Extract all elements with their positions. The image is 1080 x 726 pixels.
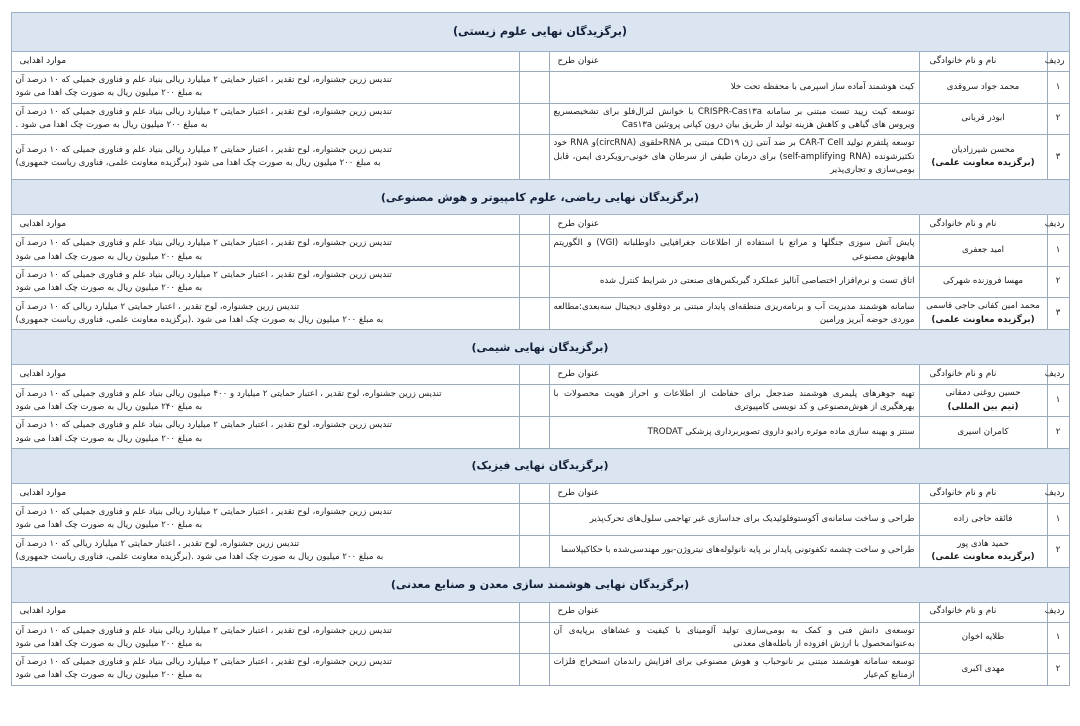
award-line: تندیس زرین جشنواره، لوح تقدیر ، اعتبار حمایتی ۲ میلیارد و ۴۰۰ میلیون ریالی بنیاد علم و فناوری جمیلی که ۱۰ درصد آن: [15, 388, 442, 399]
award-line: به مبلغ ۲۰۰ میلیون ریال به صورت چک اهدا می شود: [15, 88, 203, 99]
project-title-line: محصول با ارزش افزوده از باطله‌های معدنی: [733, 638, 891, 649]
winner-name-note: (برگزیده معاونت علمی): [931, 158, 1035, 169]
section-heading: (برگزیدگان نهایی هوشمند سازی معدن و صنایع معدنی): [11, 567, 1069, 602]
award-items-cell: [11, 298, 519, 330]
project-title-cell: [549, 654, 919, 686]
award-line: تندیس زرین جشنواره، لوح تقدیر ، اعتبار حمایتی ۲ میلیارد ریالی که ۱۰ درصد آن: [15, 538, 300, 549]
table-row: [11, 266, 1069, 298]
winner-name: حمید هادی پور: [957, 538, 1009, 549]
award-line: تندیس زرین جشنواره، لوح تقدیر ، اعتبار حمایتی ۲ میلیارد ریالی بنیاد علم و فناوری جمیلی که ۱۰ درصد آن: [15, 506, 392, 517]
award-items-cell: [11, 72, 519, 104]
winner-name-cell: [919, 298, 1047, 330]
award-line: به مبلغ ۲۰۰ میلیون ریال به صورت چک اهدا می شود .(برگزیده معاونت علمی، فناوری ریاست جمهوری): [15, 314, 384, 325]
table-row: [11, 654, 1069, 686]
project-title-line: تهیه جوهرهای پلیمری هوشمند ضدجعل برای حفاظت از اطلاعات و احراز هویت محصولات با بهره: [553, 388, 915, 412]
project-title-line: منابع کم‌عیار: [864, 670, 908, 681]
winner-name: محسن شیرزادیان: [951, 144, 1015, 155]
row-number: ۱: [1047, 72, 1069, 104]
section-heading: (برگزیدگان نهایی علوم زیستی): [11, 13, 1069, 52]
project-title-line: سریع ویروس های گیاهی و کاهش هزینه تولید از طریق بیان درون کپانی پروتئین Cas۱۳a: [553, 106, 915, 130]
project-title-cell: [549, 535, 919, 567]
spacer-cell: [519, 103, 549, 135]
column-header-row: [11, 483, 1069, 503]
column-header-radif: ردیف: [1047, 483, 1069, 503]
project-title-line: رویکردی ایمن، قابل بومی‌سازی و تجاری‌پذیر: [553, 151, 915, 175]
winner-name-cell: [919, 266, 1047, 298]
column-header-spacer: [519, 52, 549, 72]
project-title-line: توسعه سامانه هوشمند مبتنی بر نانوحباب و هوش مصنوعی برای افزایش راندمان استخراج فلزات از: [553, 657, 915, 681]
row-number: ۲: [1047, 266, 1069, 298]
project-title-cell: [549, 103, 919, 135]
spacer-cell: [519, 385, 549, 417]
award-line: تندیس زرین جشنواره، لوح تقدیر ، اعتبار حمایتی ۲ میلیارد ریالی بنیاد علم و فناوری جمیلی که ۱۰ درصد آن: [15, 269, 392, 280]
project-title-line: هوش مصنوعی: [851, 251, 905, 262]
winner-name: مهسا فروزنده شهرکی: [942, 276, 1024, 287]
table-row: [11, 385, 1069, 417]
column-header-award: موارد اهدایی: [11, 52, 519, 72]
table-row: [11, 417, 1069, 449]
award-line: تندیس زرین جشنواره، لوح تقدیر ، اعتبار حمایتی ۲ میلیارد ریالی بنیاد علم و فناوری جمیلی که ۱۰ درصد آن: [15, 106, 392, 117]
section-heading-row: [11, 448, 1069, 483]
spacer-cell: [519, 503, 549, 535]
winner-name-note: (برگزیده معاونت علمی): [931, 551, 1035, 562]
award-items-cell: [11, 654, 519, 686]
row-number: ۲: [1047, 654, 1069, 686]
table-row: [11, 135, 1069, 180]
column-header-name: نام و نام خانوادگی: [919, 52, 1047, 72]
row-number: ۱: [1047, 235, 1069, 267]
winner-name: مهدی اکبری: [961, 663, 1005, 674]
award-line: به مبلغ ۲۰۰ میلیون ریال به صورت چک اهدا می شود: [15, 520, 203, 531]
project-title-line: اتاق تست و نرم‌افزار اختصاصی آنالیز عملکرد گیربکس‌های صنعتی در شرایط کنترل شده: [599, 276, 915, 287]
winner-name-cell: [919, 503, 1047, 535]
column-header-award: موارد اهدایی: [11, 215, 519, 235]
award-items-cell: [11, 622, 519, 654]
section-heading-row: [11, 180, 1069, 215]
column-header-award: موارد اهدایی: [11, 483, 519, 503]
row-number: ۳: [1047, 298, 1069, 330]
column-header-title: عنوان طرح: [549, 483, 919, 503]
project-title-line: پلاسما: [560, 545, 584, 556]
winner-name: فائقه حاجی زاده: [953, 513, 1013, 524]
award-items-cell: [11, 535, 519, 567]
column-header-radif: ردیف: [1047, 52, 1069, 72]
column-header-radif: ردیف: [1047, 602, 1069, 622]
column-header-spacer: [519, 602, 549, 622]
award-line: تندیس زرین جشنواره، لوح تقدیر ، اعتبار حمایتی ۲ میلیارد ریالی بنیاد علم و فناوری جمیلی که ۱۰ درصد آن: [15, 625, 392, 636]
winner-name-cell: [919, 654, 1047, 686]
award-line: به مبلغ ۲۰۰ میلیون ریال به صورت چک اهدا می شود: [15, 433, 203, 444]
column-header-spacer: [519, 365, 549, 385]
column-header-row: [11, 602, 1069, 622]
table-row: [11, 72, 1069, 104]
project-title-cell: [549, 135, 919, 180]
award-line: تندیس زرین جشنواره، لوح تقدیر ، اعتبار حمایتی ۲ میلیارد ریالی بنیاد علم و فناوری جمیلی که ۱۰ درصد آن: [15, 238, 392, 249]
column-header-title: عنوان طرح: [549, 602, 919, 622]
winner-name-cell: [919, 103, 1047, 135]
project-title-line: گیری از هوش‌مصنوعی و کد نویسی کامپیوتری: [734, 401, 899, 412]
project-title-line: پایش آتش سوزی جنگلها و مراتع با استفاده از اطلاعات جغرافیایی داوطلبانه (VGI) و الگوریتم های: [553, 238, 915, 262]
column-header-title: عنوان طرح: [549, 365, 919, 385]
table-row: [11, 535, 1069, 567]
winner-name: کامران اسیری: [957, 426, 1009, 437]
project-title-cell: [549, 298, 919, 330]
winner-name-cell: [919, 135, 1047, 180]
award-line: به مبلغ ۲۰۰ میلیون ریال به صورت چک اهدا می شود: [15, 283, 203, 294]
project-title-cell: [549, 266, 919, 298]
column-header-spacer: [519, 483, 549, 503]
project-title-line: توسعه پلتفرم تولید CAR-T Cell بر ضد آنتی ژن CD۱۹ مبتنی بر RNAحلقوی (circRNA): [595, 138, 915, 149]
column-header-radif: ردیف: [1047, 365, 1069, 385]
award-items-cell: [11, 235, 519, 267]
spacer-cell: [519, 622, 549, 654]
winner-name-cell: [919, 235, 1047, 267]
award-line: تندیس زرین جشنواره، لوح تقدیر ، اعتبار حمایتی ۲ میلیارد ریالی بنیاد علم و فناوری جمیلی که ۱۰ درصد آن: [15, 144, 392, 155]
award-line: به مبلغ ۲۴۰ میلیون ریال به صورت چک اهدا می شود: [15, 401, 203, 412]
section-heading-row: [11, 567, 1069, 602]
winner-name: امید جعفری: [961, 244, 1005, 255]
section-heading-row: [11, 330, 1069, 365]
table-row: [11, 235, 1069, 267]
row-number: ۱: [1047, 503, 1069, 535]
project-title-line: کیت هوشمند آماده ساز اسپرمی با محفظه تحت خلا: [730, 81, 915, 92]
awards-table: [11, 12, 1070, 686]
column-header-radif: ردیف: [1047, 215, 1069, 235]
spacer-cell: [519, 235, 549, 267]
project-title-cell: [549, 235, 919, 267]
spacer-cell: [519, 654, 549, 686]
award-line: به مبلغ ۲۰۰ میلیون ریال به صورت چک اهدا می شود: [15, 638, 203, 649]
winner-name: محمد امین کفانی حاجی قاسمی: [926, 301, 1040, 312]
award-line: تندیس زرین جشنواره، لوح تقدیر ، اعتبار حمایتی ۲ میلیارد ریالی که ۱۰ درصد آن: [15, 301, 300, 312]
column-header-name: نام و نام خانوادگی: [919, 215, 1047, 235]
project-title-cell: [549, 622, 919, 654]
row-number: ۱: [1047, 385, 1069, 417]
award-line: به مبلغ ۲۰۰ میلیون ریال به صورت چک اهدا می شود .: [15, 119, 208, 130]
spacer-cell: [519, 266, 549, 298]
winner-name-note: (برگزیده معاونت علمی): [931, 314, 1035, 325]
winner-name-cell: [919, 535, 1047, 567]
table-row: [11, 622, 1069, 654]
section-heading-row: [11, 13, 1069, 52]
project-title-cell: [549, 503, 919, 535]
column-header-title: عنوان طرح: [549, 215, 919, 235]
winner-name-note: (تیم بین المللی): [947, 401, 1019, 412]
section-heading: (برگزیدگان نهایی ریاضی، علوم کامپیوتر و هوش مصنوعی): [11, 180, 1069, 215]
winner-name: ابوذر قربانی: [961, 113, 1005, 124]
row-number: ۱: [1047, 622, 1069, 654]
project-title-line: و RNA خود تکثیرشونده (self-amplifying RNA) برای درمان طیفی از سرطان های خونی-: [553, 138, 915, 162]
winner-name-cell: [919, 622, 1047, 654]
project-title-cell: [549, 385, 919, 417]
column-header-name: نام و نام خانوادگی: [919, 483, 1047, 503]
award-line: به مبلغ ۲۰۰ میلیون ریال به صورت چک اهدا می شود .(برگزیده معاونت علمی، فناوری ریاست جمهوری): [15, 552, 384, 563]
section-heading: (برگزیدگان نهایی شیمی): [11, 330, 1069, 365]
row-number: ۲: [1047, 103, 1069, 135]
table-row: [11, 103, 1069, 135]
row-number: ۲: [1047, 535, 1069, 567]
column-header-row: [11, 215, 1069, 235]
award-items-cell: [11, 417, 519, 449]
award-line: به مبلغ ۲۰۰ میلیون ریال به صورت چک اهدا می شود (برگزیده معاونت علمی، فناوری ریاست جمهوری): [15, 158, 381, 169]
winner-name: حسین روغنی دمقانی: [945, 388, 1021, 399]
award-line: به مبلغ ۲۰۰ میلیون ریال به صورت چک اهدا می شود: [15, 670, 203, 681]
winner-name-cell: [919, 385, 1047, 417]
project-title-line: طراحی و ساخت سامانه‌ی آکوستوفلوئیدیک برای جداسازی غیر تهاجمی سلول‌های تحرک‌پذیر: [589, 513, 915, 524]
award-line: به مبلغ ۲۰۰ میلیون ریال به صورت چک اهدا می شود: [15, 251, 203, 262]
column-header-name: نام و نام خانوادگی: [919, 602, 1047, 622]
project-title-line: توسعه‌ی دانش فنی و کمک به بومی‌سازی تولید آلومینای با کیفیت و غشاهای برپایه‌ی آن به‌عنوان: [553, 625, 915, 649]
section-heading: (برگزیدگان نهایی فیزیک): [11, 448, 1069, 483]
table-row: [11, 298, 1069, 330]
column-header-spacer: [519, 215, 549, 235]
award-items-cell: [11, 503, 519, 535]
project-title-cell: [549, 417, 919, 449]
award-items-cell: [11, 385, 519, 417]
award-line: تندیس زرین جشنواره، لوح تقدیر ، اعتبار حمایتی ۲ میلیارد ریالی بنیاد علم و فناوری جمیلی که ۱۰ درصد آن: [15, 420, 392, 431]
column-header-row: [11, 52, 1069, 72]
winner-name-cell: [919, 417, 1047, 449]
project-title-cell: [549, 72, 919, 104]
project-title-line: سامانه هوشمند مدیریت آب و برنامه‌ریزی منطقه‌ای پایدار مبتنی بر دوقلوی دیجیتال سه‌بعدی:: [579, 301, 915, 312]
spacer-cell: [519, 298, 549, 330]
column-header-award: موارد اهدایی: [11, 602, 519, 622]
spacer-cell: [519, 417, 549, 449]
row-number: ۳: [1047, 135, 1069, 180]
award-line: تندیس زرین جشنواره، لوح تقدیر ، اعتبار حمایتی ۲ میلیارد ریالی بنیاد علم و فناوری جمیلی که ۱۰ درصد آن: [15, 657, 392, 668]
column-header-row: [11, 365, 1069, 385]
spacer-cell: [519, 72, 549, 104]
award-items-cell: [11, 135, 519, 180]
table-row: [11, 503, 1069, 535]
award-line: تندیس زرین جشنواره، لوح تقدیر ، اعتبار حمایتی ۲ میلیارد ریالی بنیاد علم و فناوری جمیلی که ۱۰ درصد آن: [15, 75, 392, 85]
column-header-title: عنوان طرح: [549, 52, 919, 72]
winner-name: طلایه اخوان: [961, 632, 1005, 643]
project-title-line: توسعه کیت رپید تست مبتنی بر سامانه CRISPR-Cas۱۳a با خوانش لترال‌فلو برای تشخیص: [572, 106, 915, 117]
award-items-cell: [11, 103, 519, 135]
award-items-cell: [11, 266, 519, 298]
project-title-line: سنتز و بهینه سازی ماده موثره رادیو داروی تصویربرداری پزشکی TRODAT: [647, 426, 915, 437]
project-title-line: طراحی و ساخت چشمه تکفوتونی پایدار بر پایه نانولوله‌های نیتروژن-بور مهندسی‌شده با حکاکی: [583, 545, 915, 556]
spacer-cell: [519, 135, 549, 180]
column-header-name: نام و نام خانوادگی: [919, 365, 1047, 385]
project-title-line: مطالعه موردی حوضه آبریز ورامین: [553, 301, 915, 325]
winner-name: محمد جواد سروقدی: [946, 81, 1020, 92]
winner-name-cell: [919, 72, 1047, 104]
spacer-cell: [519, 535, 549, 567]
row-number: ۲: [1047, 417, 1069, 449]
column-header-award: موارد اهدایی: [11, 365, 519, 385]
